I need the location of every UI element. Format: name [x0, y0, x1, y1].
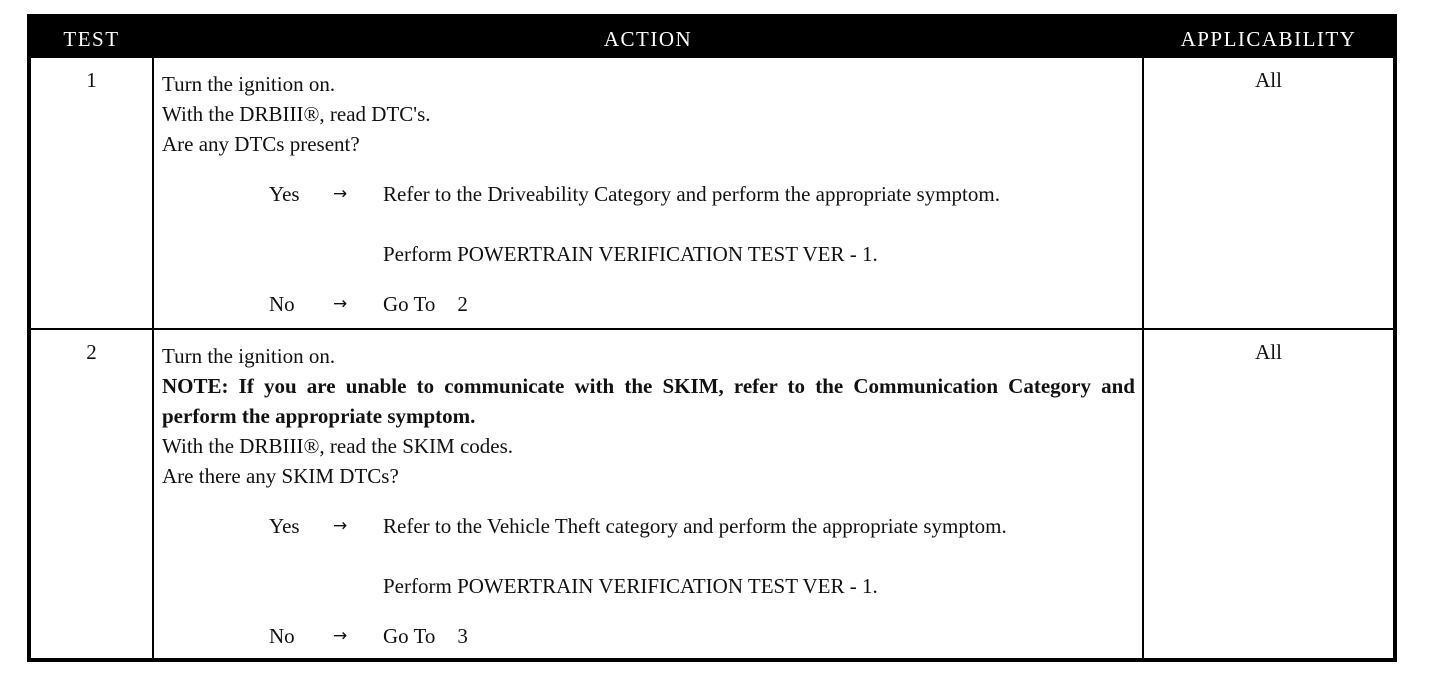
action-cell — [162, 69, 1135, 319]
test-number: 2 — [86, 340, 97, 364]
no-label: No — [269, 292, 295, 316]
action-line: With the DRBIII®, read DTC's. — [162, 102, 431, 126]
action-line: With the DRBIII®, read the SKIM codes. — [162, 434, 514, 458]
yes-label: Yes — [269, 182, 300, 206]
table-header — [31, 18, 1393, 58]
action-line: Turn the ignition on. — [162, 344, 336, 368]
yes-branch — [162, 511, 1135, 541]
header-test: TEST — [63, 27, 120, 51]
yes-text: Refer to the Vehicle Theft category and perform the appropriate symptom. — [383, 514, 1007, 538]
yes-followup-text: Perform POWERTRAIN VERIFICATION TEST VER - 1. — [383, 574, 878, 598]
column-divider — [152, 58, 154, 658]
yes-text: Refer to the Driveability Category and perform the appropriate symptom. — [383, 182, 1000, 206]
no-label: No — [269, 624, 295, 648]
goto-label: Go To — [383, 624, 436, 648]
diagnostic-test-table — [27, 14, 1397, 662]
action-cell — [162, 341, 1135, 651]
action-line: Are there any SKIM DTCs? — [162, 464, 399, 488]
header-applicability: APPLICABILITY — [1180, 27, 1357, 51]
arrow-right-icon: → — [333, 626, 348, 646]
yes-followup — [162, 571, 1135, 601]
goto — [383, 621, 1137, 651]
yes-followup — [162, 239, 1135, 269]
yes-branch — [162, 179, 1135, 209]
applicability-value: All — [1255, 340, 1282, 364]
goto-label: Go To — [383, 292, 436, 316]
goto — [383, 289, 1137, 319]
goto-number: 2 — [457, 292, 468, 316]
applicability-value: All — [1255, 68, 1282, 92]
test-number: 1 — [86, 68, 97, 92]
yes-label: Yes — [269, 514, 300, 538]
action-line: Are any DTCs present? — [162, 132, 360, 156]
arrow-right-icon: → — [333, 184, 348, 204]
goto-number: 3 — [457, 624, 468, 648]
no-branch — [162, 289, 1135, 319]
yes-followup-text: Perform POWERTRAIN VERIFICATION TEST VER - 1. — [383, 242, 878, 266]
header-action: ACTION — [603, 27, 693, 51]
no-branch — [162, 621, 1135, 651]
row-divider — [31, 328, 1393, 330]
arrow-right-icon: → — [333, 516, 348, 536]
arrow-right-icon: → — [333, 294, 348, 314]
action-line: Turn the ignition on. — [162, 72, 336, 96]
note-text: NOTE: If you are unable to communicate with the SKIM, refer to the Communication Category and perform the appropriate symptom. — [162, 374, 1135, 428]
